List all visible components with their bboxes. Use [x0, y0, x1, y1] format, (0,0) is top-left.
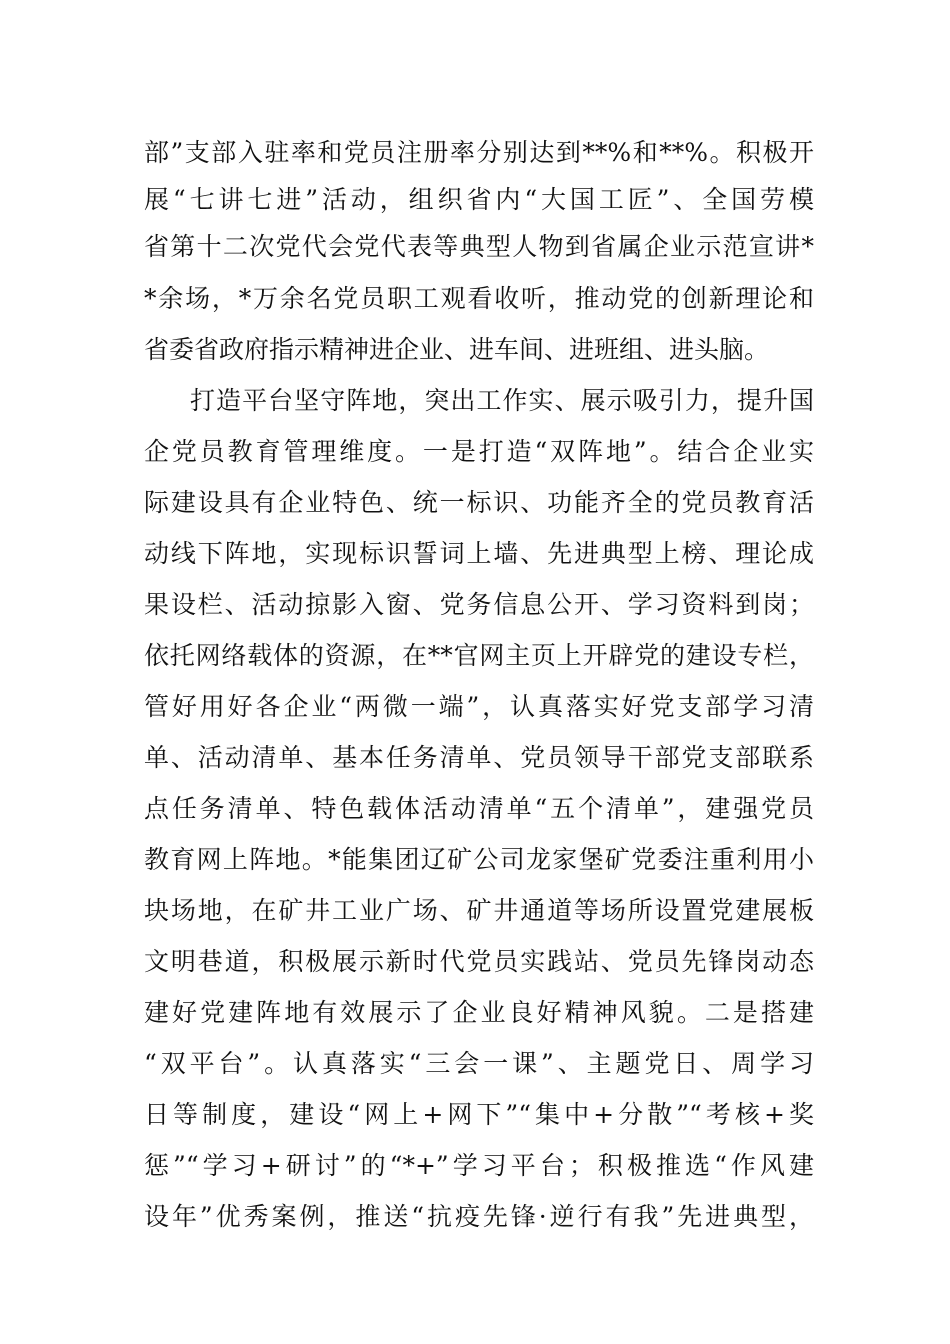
paragraph-first-line: 打造平台坚守阵地，突出工作实、展示吸引力，提升国	[190, 386, 814, 415]
text-line: 点任务清单、特色载体活动清单“五个清单”，建强党员	[144, 794, 814, 823]
text-line: 单、活动清单、基本任务清单、党员领导干部党支部联系	[144, 743, 814, 772]
text-line: 日等制度，建设“网上+网下”“集中+分散”“考核+奖	[144, 1100, 814, 1129]
text-line: 果设栏、活动掠影入窗、党务信息公开、学习资料到岗；	[144, 590, 814, 619]
text-line: 际建设具有企业特色、统一标识、功能齐全的党员教育活	[144, 488, 814, 517]
text-line: 部”支部入驻率和党员注册率分别达到**%和**%。积极开	[144, 138, 814, 167]
text-line: 展“七讲七进”活动，组织省内“大国工匠”、全国劳模	[144, 185, 814, 214]
text-line: 省第十二次党代会党代表等典型人物到省属企业示范宣讲*	[144, 232, 814, 261]
text-line: 设年”优秀案例，推送“抗疫先锋·逆行有我”先进典型，	[144, 1202, 814, 1231]
text-line: *余场，*万余名党员职工观看收听，推动党的创新理论和	[144, 284, 814, 313]
text-line: “双平台”。认真落实“三会一课”、主题党日、周学习	[144, 1049, 814, 1078]
text-line: 省委省政府指示精神进企业、进车间、进班组、进头脑。	[144, 335, 770, 364]
text-line: 块场地，在矿井工业广场、矿井通道等场所设置党建展板	[144, 896, 814, 925]
text-line: 管好用好各企业“两微一端”，认真落实好党支部学习清	[144, 692, 814, 721]
text-line: 依托网络载体的资源，在**官网主页上开辟党的建设专栏，	[144, 641, 814, 670]
text-line: 教育网上阵地。*能集团辽矿公司龙家堡矿党委注重利用小	[144, 845, 814, 874]
text-line: 惩”“学习+研讨”的“*+”学习平台；积极推选“作风建	[144, 1151, 814, 1180]
text-line: 文明巷道，积极展示新时代党员实践站、党员先锋岗动态	[144, 947, 814, 976]
text-line: 企党员教育管理维度。一是打造“双阵地”。结合企业实	[144, 437, 814, 466]
text-line: 建好党建阵地有效展示了企业良好精神风貌。二是搭建	[144, 998, 814, 1027]
text-line: 动线下阵地，实现标识誓词上墙、先进典型上榜、理论成	[144, 539, 814, 568]
